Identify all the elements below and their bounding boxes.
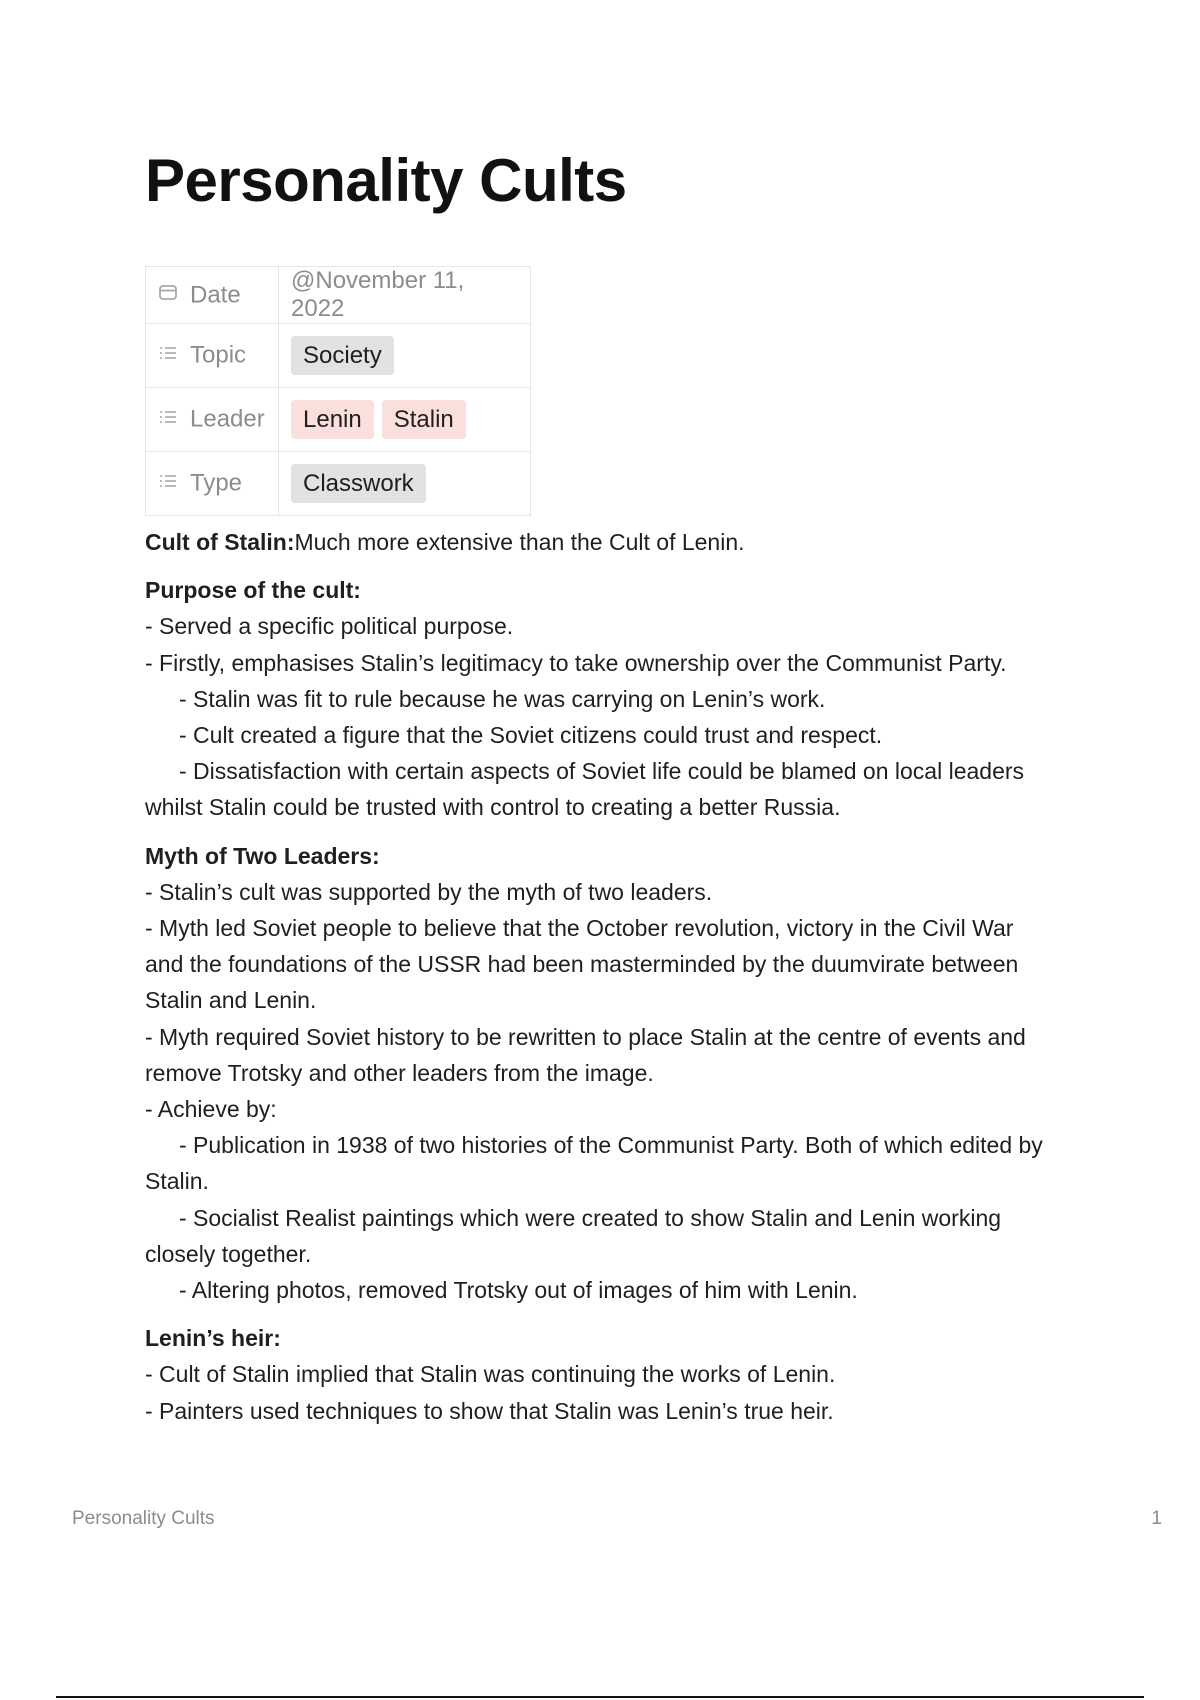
list-item-continuation: and the foundations of the USSR had been masterminded by the duumvirate between [145, 951, 1019, 978]
page-title: Personality Cults [145, 147, 627, 214]
list-item-continuation: remove Trotsky and other leaders from the image. [145, 1059, 654, 1086]
list-item: - Publication in 1938 of two histories of the Communist Party. Both of which edited by [179, 1132, 1043, 1159]
list-item-continuation: whilst Stalin could be trusted with control to creating a better Russia. [145, 794, 841, 821]
list-icon [158, 343, 178, 369]
property-value[interactable] [279, 324, 531, 388]
list-item: - Painters used techniques to show that Stalin was Lenin’s true heir. [145, 1397, 834, 1424]
properties-table [145, 266, 531, 516]
date-value: @November 11, 2022 [291, 267, 465, 322]
list-item: - Stalin’s cult was supported by the myth of two leaders. [145, 878, 713, 905]
property-row-topic [146, 324, 531, 388]
property-value[interactable] [279, 452, 531, 516]
property-key: Date [146, 267, 279, 324]
section-heading-heir: Lenin’s heir: [145, 1325, 281, 1352]
list-item: - Stalin was fit to rule because he was carrying on Lenin’s work. [179, 685, 826, 712]
tag-lenin[interactable]: Lenin [291, 400, 374, 439]
list-item: - Altering photos, removed Trotsky out of images of him with Lenin. [179, 1277, 858, 1304]
property-row-leader [146, 388, 531, 452]
list-item-continuation: Stalin. [145, 1168, 209, 1195]
property-value[interactable] [279, 388, 531, 452]
list-item-continuation: Stalin and Lenin. [145, 987, 317, 1014]
footer-title: Personality Cults [72, 1508, 215, 1529]
bottom-rule [56, 1696, 1144, 1698]
intro-text: Much more extensive than the Cult of Lenin. [294, 529, 745, 555]
note-body [145, 524, 1095, 1429]
property-key: Topic [146, 324, 279, 388]
tag-stalin[interactable]: Stalin [382, 400, 466, 439]
property-row-type [146, 452, 531, 516]
page-number: 1 [1151, 1508, 1162, 1529]
intro-paragraph [145, 524, 1095, 560]
list-item: - Cult created a figure that the Soviet citizens could trust and respect. [179, 722, 883, 749]
property-key: Leader [146, 388, 279, 452]
list-item: - Dissatisfaction with certain aspects of Soviet life could be blamed on local leaders [179, 758, 1025, 785]
list-item: - Myth led Soviet people to believe that the October revolution, victory in the Civil War [145, 915, 1014, 942]
tag-classwork[interactable]: Classwork [291, 464, 426, 503]
list-item-continuation: closely together. [145, 1240, 312, 1267]
calendar-icon [158, 282, 178, 308]
list-item: - Firstly, emphasises Stalin’s legitimacy to take ownership over the Communist Party. [145, 649, 1007, 676]
tag-society[interactable]: Society [291, 336, 394, 375]
property-value[interactable] [279, 267, 531, 324]
list-item: - Served a specific political purpose. [145, 613, 514, 640]
intro-heading: Cult of Stalin: [145, 529, 295, 555]
list-icon [158, 407, 178, 433]
section-heading-purpose: Purpose of the cult: [145, 577, 361, 604]
property-row-date [146, 267, 531, 324]
section-heading-myth: Myth of Two Leaders: [145, 842, 380, 869]
list-icon [158, 471, 178, 497]
list-item: - Achieve by: [145, 1096, 277, 1123]
list-item: - Cult of Stalin implied that Stalin was continuing the works of Lenin. [145, 1361, 836, 1388]
list-item: - Myth required Soviet history to be rewritten to place Stalin at the centre of events and [145, 1023, 1026, 1050]
list-item: - Socialist Realist paintings which were created to show Stalin and Lenin working [179, 1204, 1002, 1231]
property-key: Type [146, 452, 279, 516]
